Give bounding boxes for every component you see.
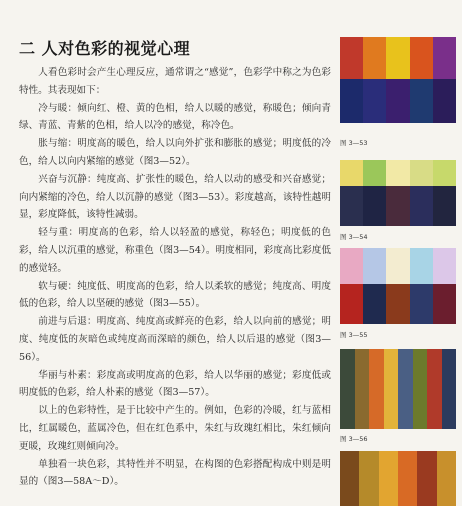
paragraph-soft-hard: 软与硬：纯度低、明度高的色彩，给人以柔软的感觉；纯度高、明度低的色彩，给人以坚硬的感觉（图3—55）。 <box>19 280 331 310</box>
swatch-row-gorgeous <box>340 451 456 506</box>
color-swatch <box>340 349 355 429</box>
color-swatch <box>433 79 456 123</box>
paragraph-expand-contract: 胀与缩：明度高的暖色，给人以向外扩张和膨胀的感觉；明度低的冷色，给人以向内紧缩的感觉（图3—52）。 <box>19 138 331 167</box>
color-swatch <box>340 160 363 186</box>
color-swatch <box>386 186 409 226</box>
paragraph-gorgeous-plain: 华丽与朴素：彩度高或明度高的色彩，给人以华丽的感觉；彩度低或明度低的色彩，给人朴素的感觉（图3—57）。 <box>19 369 331 399</box>
swatch-row-dark <box>340 186 456 226</box>
color-swatch <box>379 451 398 506</box>
swatch-row-warm <box>340 37 456 79</box>
color-swatch <box>363 248 386 284</box>
color-swatch <box>363 284 386 324</box>
color-swatch <box>433 37 456 79</box>
figure-3-53-swatches <box>340 37 456 123</box>
color-swatch <box>386 284 409 324</box>
paragraph-intro: 人看色彩时会产生心理反应，通常谓之“感觉”，色彩学中称之为色彩特性。其表现如下： <box>19 67 331 96</box>
swatch-row-soft <box>340 248 456 284</box>
figure-3-57-swatches <box>340 451 456 506</box>
color-swatch <box>413 349 428 429</box>
color-swatch <box>410 79 433 123</box>
color-swatch <box>410 248 433 284</box>
color-swatch <box>386 79 409 123</box>
color-swatch <box>386 37 409 79</box>
color-swatch <box>417 451 436 506</box>
color-swatch <box>433 160 456 186</box>
paragraph-comparison: 以上的色彩特性，是于比较中产生的。例如，色彩的冷暖，红与蓝相比，红属暖色，蓝属冷色，但在红色系中，朱红与玫瑰红相比，朱红倾向更暖，玫瑰红则倾向冷。 <box>19 405 331 452</box>
color-swatch <box>340 79 363 123</box>
color-swatch <box>410 186 433 226</box>
color-swatch <box>437 451 456 506</box>
color-swatch <box>427 349 442 429</box>
color-swatch <box>410 37 433 79</box>
color-swatch <box>386 160 409 186</box>
color-swatch <box>363 160 386 186</box>
color-swatch <box>363 186 386 226</box>
paragraph-composition: 单独看一块色彩，其特性并不明显，在构图的色彩搭配构成中则是明显的（图3—58A～D）。 <box>19 458 331 488</box>
figure-3-56-swatches <box>340 349 456 429</box>
paragraph-exciting-calm: 兴奋与沉静：纯度高、扩张性的暖色，给人以动的感受和兴奋感觉；向内紧缩的冷色，给人以沉静的感觉（图3—53）。彩度越高，该特性越明显，彩度降低，该特性减弱。 <box>19 173 331 221</box>
color-swatch <box>363 37 386 79</box>
swatch-row-stripes <box>340 349 456 429</box>
color-swatch <box>359 451 378 506</box>
figure-3-55-swatches <box>340 248 456 324</box>
color-swatch <box>363 79 386 123</box>
section-heading: 二 人对色彩的视觉心理 <box>19 39 191 58</box>
color-swatch <box>386 248 409 284</box>
color-swatch <box>398 451 417 506</box>
paragraph-warm-cool: 冷与暖：倾向红、橙、黄的色相，给人以暖的感觉，称暖色；倾向青绿、青蓝、青紫的色相，给人以冷的感觉，称冷色。 <box>19 102 331 132</box>
color-swatch <box>355 349 370 429</box>
color-swatch <box>340 37 363 79</box>
color-swatch <box>340 284 363 324</box>
figure-3-54-swatches <box>340 160 456 226</box>
color-swatch <box>340 451 359 506</box>
figure-caption: 图 3—53 <box>340 139 368 147</box>
color-swatch <box>384 349 399 429</box>
swatch-row-light <box>340 160 456 186</box>
color-swatch <box>369 349 384 429</box>
color-swatch <box>340 186 363 226</box>
color-swatch <box>442 349 457 429</box>
color-swatch <box>410 160 433 186</box>
text-column <box>19 38 331 491</box>
paragraph-advance-recede: 前进与后退：明度高、纯度高或鲜亮的色彩，给人以向前的感觉；明度、纯度低的灰暗色或纯度高而深暗的颜色，给人以后退的感觉（图3—56）。 <box>19 316 331 363</box>
figure-caption: 图 3—54 <box>340 233 368 241</box>
figure-caption: 图 3—56 <box>340 435 368 443</box>
color-swatch <box>433 186 456 226</box>
color-swatch <box>410 284 433 324</box>
color-swatch <box>433 284 456 324</box>
color-swatch <box>398 349 413 429</box>
color-swatch <box>340 248 363 284</box>
figure-caption: 图 3—55 <box>340 331 368 339</box>
swatch-row-hard <box>340 284 456 324</box>
swatch-row-cool <box>340 79 456 123</box>
color-swatch <box>433 248 456 284</box>
paragraph-light-heavy: 轻与重：明度高的色彩，给人以轻盈的感觉，称轻色；明度低的色彩，给人以沉重的感觉，称重色（图3—54）。明度相同，彩度高比彩度低的感觉轻。 <box>19 227 331 274</box>
